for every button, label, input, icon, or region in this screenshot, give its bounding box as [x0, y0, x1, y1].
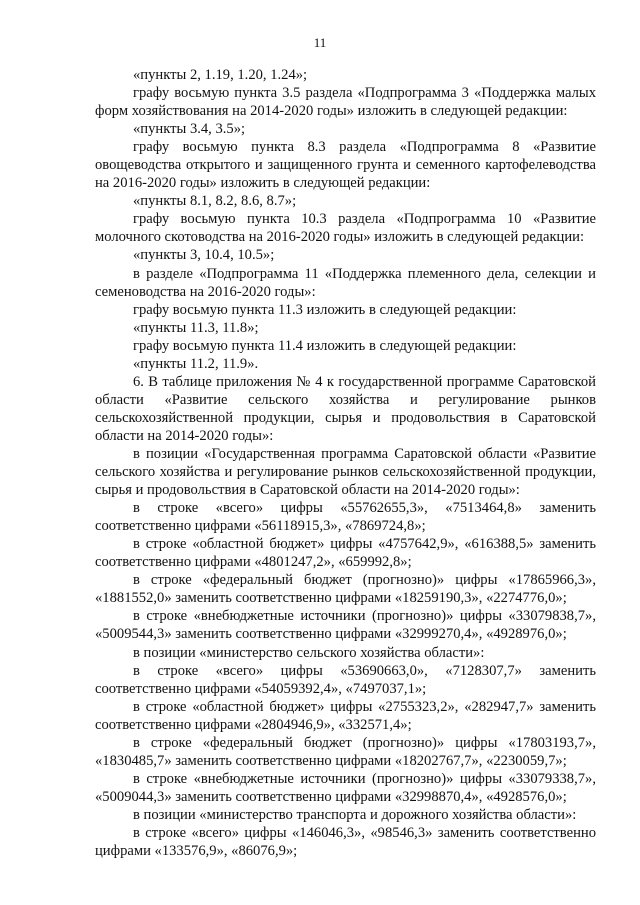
paragraph: графу восьмую пункта 11.3 изложить в следующей редакции: [133, 301, 517, 318]
paragraph: в строке «всего» цифры «55762655,3», «7513464,8» заменить соответственно цифрами «56118915,3», «7869724,8»; [95, 500, 596, 535]
paragraph: в строке «внебюджетные источники (прогнозно)» цифры «33079838,7», «5009544,3» заменить соответственно цифрами «32999270,4», «4928976,0»; [95, 608, 596, 643]
paragraph: «пункты 11.3, 11.8»; [133, 319, 259, 336]
paragraph: в позиции «министерство сельского хозяйства области»: [133, 644, 485, 661]
paragraph: «пункты 8.1, 8.2, 8.6, 8.7»; [133, 193, 297, 210]
paragraph: в позиции «министерство транспорта и дорожного хозяйства области»: [133, 806, 577, 823]
paragraph: 6. В таблице приложения № 4 к государственной программе Саратовской области «Развитие сельского хозяйства и регулирование рынков сельскохозяйственной продукции, сырья и продовольствия в Саратовской области на 2014-2020 годы»: [95, 373, 596, 444]
page-number: 11 [313, 35, 327, 50]
paragraph: «пункты 2, 1.19, 1.20, 1.24»; [133, 67, 308, 83]
document-body [95, 66, 596, 860]
paragraph: графу восьмую пункта 3.5 раздела «Подпрограмма 3 «Поддержка малых форм хозяйствования на 2014-2020 годы» изложить в следующей редакции: [95, 85, 596, 120]
paragraph: графу восьмую пункта 11.4 изложить в следующей редакции: [133, 337, 517, 354]
paragraph: в строке «всего» цифры «146046,3», «98546,3» заменить соответственно цифрами «133576,9», «86076,9»; [95, 824, 596, 860]
paragraph: в разделе «Подпрограмма 11 «Поддержка племенного дела, селекции и семеноводства на 2016-2020 годы»: [95, 265, 596, 300]
paragraph: графу восьмую пункта 10.3 раздела «Подпрограмма 10 «Развитие молочного скотоводства на 2016-2020 годы» изложить в следующей редакции: [95, 211, 596, 246]
paragraph: в строке «областной бюджет» цифры «2755323,2», «282947,7» заменить соответственно цифрами «2804946,9», «332571,4»; [95, 698, 596, 733]
paragraph: «пункты 11.2, 11.9». [133, 355, 259, 372]
paragraph: в строке «внебюджетные источники (прогнозно)» цифры «33079338,7», «5009044,3» заменить соответственно цифрами «32998870,4», «4928576,0»; [95, 770, 596, 805]
paragraph: в строке «областной бюджет» цифры «4757642,9», «616388,5» заменить соответственно цифрами «4801247,2», «659992,8»; [95, 536, 596, 571]
paragraph: в строке «федеральный бюджет (прогнозно)» цифры «17803193,7», «1830485,7» заменить соответственно цифрами «18202767,7», «2230059,7»; [95, 734, 596, 769]
paragraph: «пункты 3, 10.4, 10.5»; [133, 247, 275, 264]
paragraph: в строке «федеральный бюджет (прогнозно)» цифры «17865966,3», «1881552,0» заменить соответственно цифрами «18259190,3», «2274776,0»; [95, 572, 596, 607]
paragraph: в строке «всего» цифры «53690663,0», «7128307,7» заменить соответственно цифрами «54059392,4», «7497037,1»; [95, 662, 596, 697]
paragraph: графу восьмую пункта 8.3 раздела «Подпрограмма 8 «Развитие овощеводства открытого и защищенного грунта и семенного картофелеводства на 2016-2020 годы» изложить в следующей редакции: [95, 139, 596, 192]
paragraph: «пункты 3.4, 3.5»; [133, 121, 246, 138]
paragraph: в позиции «Государственная программа Саратовской области «Развитие сельского хозяйства и регулирование рынков сельскохозяйственной продукции, сырья и продовольствия в Саратовской области на 2014-2020 годы»: [95, 445, 596, 499]
